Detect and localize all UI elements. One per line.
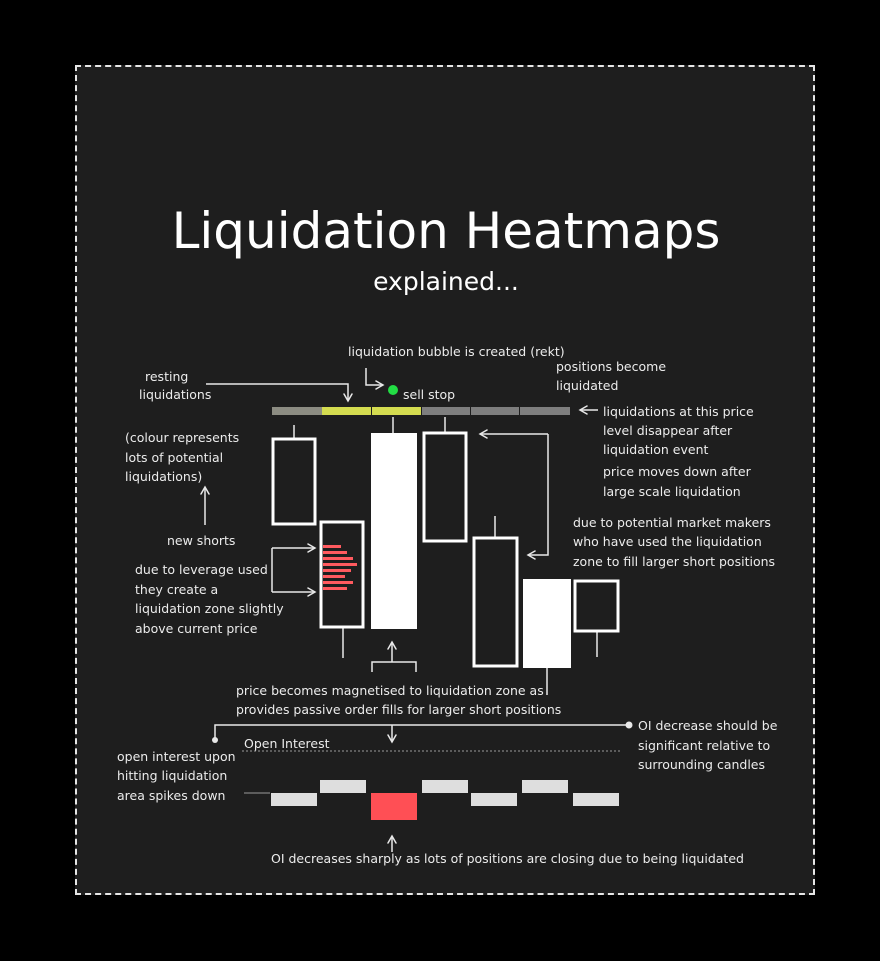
- label-oi-sharp: OI decreases sharply as lots of positions are closing due to being liquidated: [271, 851, 744, 866]
- label-open-interest: Open Interest: [244, 736, 330, 751]
- liquidation-bubble: [388, 385, 398, 395]
- oi-bar-drop: [371, 793, 417, 820]
- label-bubble: liquidation bubble is created (rekt): [348, 344, 565, 359]
- label-oi-sig-2: significant relative to: [638, 738, 771, 753]
- heat-segment-cleared-3: [520, 407, 570, 415]
- label-sell-stop: sell stop: [403, 387, 456, 402]
- label-colour-2: lots of potential: [125, 450, 224, 465]
- oi-bar-6: [522, 780, 568, 793]
- label-oi-sig-1: OI decrease should be: [638, 718, 778, 733]
- label-positions-2: liquidated: [556, 378, 619, 393]
- oi-bar-7: [573, 793, 619, 806]
- label-leverage-4: above current price: [135, 621, 258, 636]
- label-resting-1: resting: [145, 369, 189, 384]
- label-colour-1: (colour represents: [125, 430, 240, 445]
- label-colour-3: liquidations): [125, 469, 203, 484]
- heat-segment-hot-2: [372, 407, 421, 415]
- heat-segment-resting: [272, 407, 322, 415]
- label-leverage-1: due to leverage used: [135, 562, 268, 577]
- heat-segment-cleared-1: [422, 407, 470, 415]
- label-moves-1: price moves down after: [603, 464, 751, 479]
- subtitle: explained...: [373, 267, 519, 296]
- heatmap-strip: [272, 407, 570, 415]
- label-oi-sig-3: surrounding candles: [638, 757, 766, 772]
- label-moves-2: large scale liquidation: [603, 484, 741, 499]
- label-disappear-1: liquidations at this price: [603, 404, 754, 419]
- label-magnet-2: provides passive order fills for larger short positions: [236, 702, 562, 717]
- label-oi-spike-3: area spikes down: [117, 788, 226, 803]
- label-mm-3: zone to fill larger short positions: [573, 554, 776, 569]
- label-disappear-3: liquidation event: [603, 442, 709, 457]
- label-new-shorts: new shorts: [167, 533, 236, 548]
- label-positions-1: positions become: [556, 359, 667, 374]
- heat-segment-cleared-2: [471, 407, 519, 415]
- label-disappear-2: level disappear after: [603, 423, 733, 438]
- candle-6: [523, 579, 571, 695]
- oi-bar-2: [320, 780, 366, 793]
- candle-3: [371, 417, 417, 629]
- candle-4: [424, 417, 466, 541]
- label-oi-spike-2: hitting liquidation: [117, 768, 228, 783]
- candle-1: [273, 425, 315, 524]
- candle-5: [474, 516, 517, 666]
- label-mm-2: who have used the liquidation: [573, 534, 762, 549]
- label-oi-spike-1: open interest upon: [117, 749, 236, 764]
- candlesticks: [273, 417, 618, 695]
- label-magnet-1: price becomes magnetised to liquidation zone as: [236, 683, 544, 698]
- label-mm-1: due to potential market makers: [573, 515, 771, 530]
- heat-segment-hot-1: [322, 407, 371, 415]
- label-leverage-2: they create a: [135, 582, 219, 597]
- candle-7: [575, 581, 618, 657]
- oi-bar-4: [422, 780, 468, 793]
- oi-bar-1: [271, 793, 317, 806]
- oi-bar-5: [471, 793, 517, 806]
- label-leverage-3: liquidation zone slightly: [135, 601, 284, 616]
- open-interest-bars: [271, 780, 619, 820]
- label-resting-2: liquidations: [139, 387, 212, 402]
- title: Liquidation Heatmaps: [171, 202, 721, 260]
